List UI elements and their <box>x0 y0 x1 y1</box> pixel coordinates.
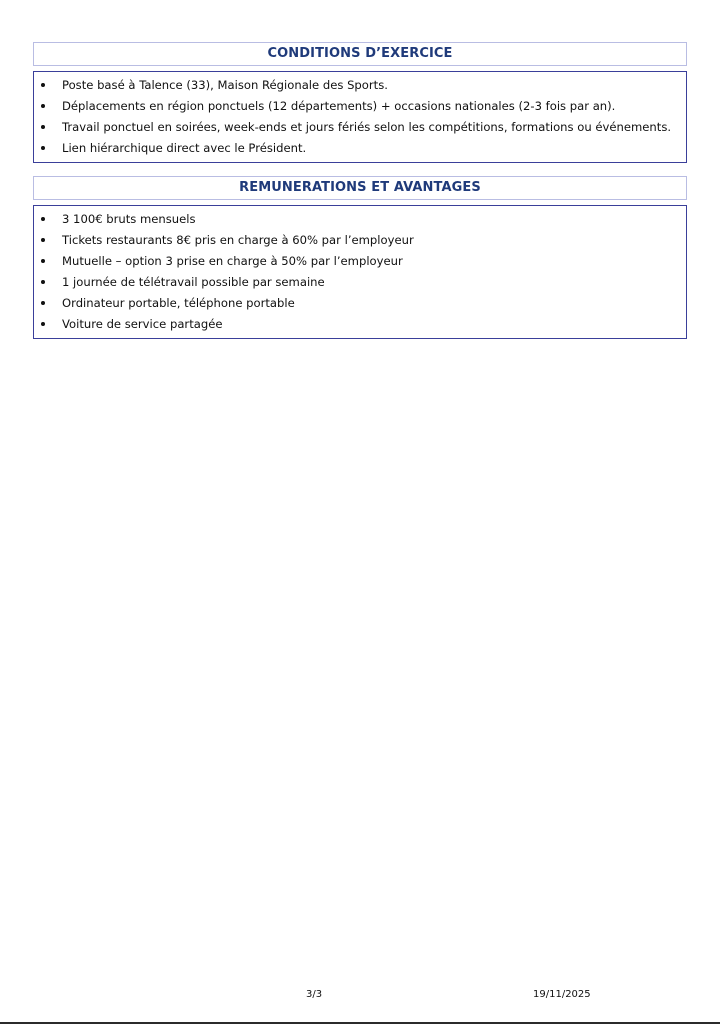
list-item <box>34 230 686 251</box>
list-item <box>34 75 686 96</box>
conditions-section <box>33 42 687 163</box>
bullet-icon <box>41 146 45 150</box>
list-item <box>34 96 686 117</box>
list-item-text: Ordinateur portable, téléphone portable <box>62 296 295 310</box>
remuneration-section <box>33 176 687 339</box>
remuneration-list <box>33 205 687 339</box>
list-item-text: Tickets restaurants 8€ pris en charge à 60% par l’employeur <box>62 233 414 247</box>
list-item-text: Mutuelle – option 3 prise en charge à 50% par l’employeur <box>62 254 403 268</box>
list-item <box>34 293 686 314</box>
bullet-icon <box>41 125 45 129</box>
list-item <box>34 138 686 159</box>
bullet-icon <box>41 280 45 284</box>
list-item-text: Lien hiérarchique direct avec le Président. <box>62 141 307 155</box>
page-number: 3/3 <box>306 989 323 1000</box>
bullet-icon <box>41 301 45 305</box>
list-item-text: Voiture de service partagée <box>62 317 223 331</box>
bullet-icon <box>41 259 45 263</box>
list-item-text: Déplacements en région ponctuels (12 départements) + occasions nationales (2-3 fois par an). <box>62 99 616 113</box>
conditions-list <box>33 71 687 163</box>
list-item <box>34 251 686 272</box>
bullet-icon <box>41 104 45 108</box>
bullet-icon <box>41 83 45 87</box>
footer-date: 19/11/2025 <box>533 989 591 1000</box>
bullet-icon <box>41 217 45 221</box>
list-item <box>34 209 686 230</box>
list-item <box>34 117 686 138</box>
list-item <box>34 314 686 335</box>
list-item <box>34 272 686 293</box>
list-item-text: Poste basé à Talence (33), Maison Régionale des Sports. <box>62 78 388 92</box>
list-item-text: 1 journée de télétravail possible par semaine <box>62 275 325 289</box>
bullet-icon <box>41 238 45 242</box>
list-item-text: 3 100€ bruts mensuels <box>62 212 196 226</box>
list-item-text: Travail ponctuel en soirées, week-ends et jours fériés selon les compétitions, formations ou événements. <box>62 120 672 134</box>
conditions-heading: CONDITIONS D’EXERCICE <box>33 42 687 66</box>
remuneration-heading: REMUNERATIONS ET AVANTAGES <box>33 176 687 200</box>
bullet-icon <box>41 322 45 326</box>
